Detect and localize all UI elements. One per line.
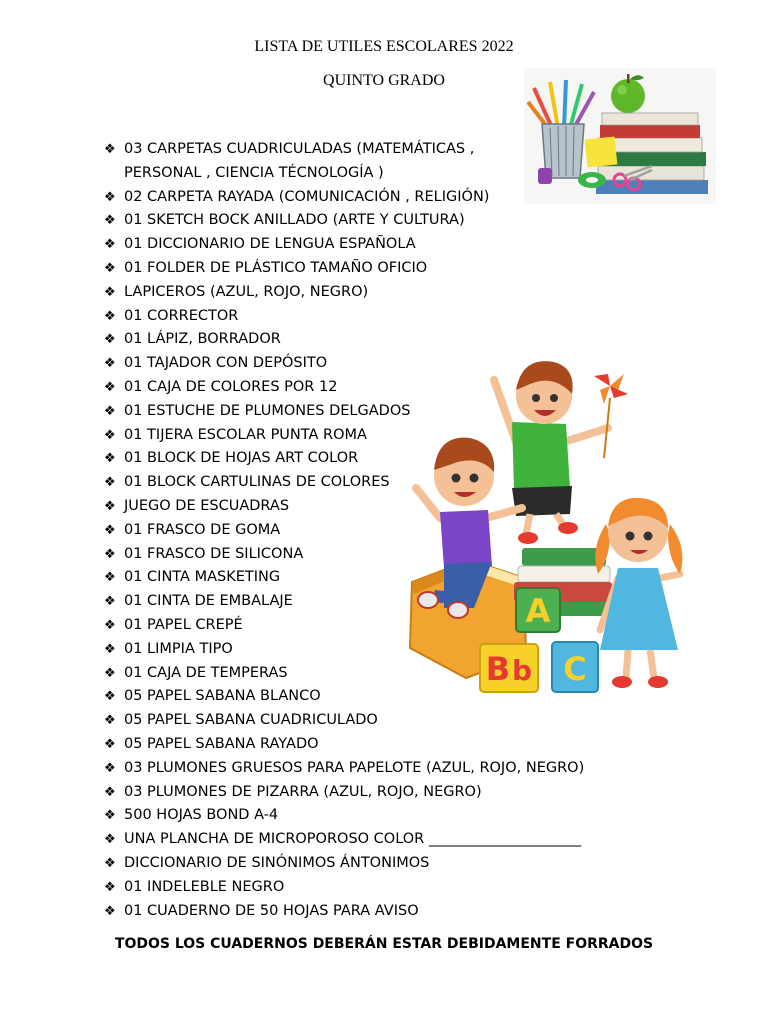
list-item-text: 01 PAPEL CREPÉ <box>124 616 243 633</box>
bullet-icon: ❖ <box>104 546 116 562</box>
block-letter-a: A <box>525 592 551 630</box>
list-item-text: 05 PAPEL SABANA RAYADO <box>124 735 319 752</box>
bullet-icon: ❖ <box>104 379 116 395</box>
bullet-icon: ❖ <box>104 594 116 610</box>
bullet-icon: ❖ <box>104 760 116 776</box>
list-item <box>104 876 584 900</box>
list-item-text: 03 PLUMONES GRUESOS PARA PAPELOTE (AZUL, ROJO, NEGRO) <box>124 759 585 776</box>
bullet-icon: ❖ <box>104 213 116 229</box>
list-item-text: 01 BLOCK CARTULINAS DE COLORES <box>124 474 390 491</box>
bullet-icon: ❖ <box>104 189 116 205</box>
bullet-icon: ❖ <box>104 522 116 538</box>
list-item-text: 01 TIJERA ESCOLAR PUNTA ROMA <box>124 426 367 443</box>
list-item-text: 03 CARPETAS CUADRICULADAS (MATEMÁTICAS , <box>124 141 475 157</box>
bullet-icon: ❖ <box>104 665 116 681</box>
bullet-icon: ❖ <box>104 498 116 514</box>
footer-note: TODOS LOS CUADERNOS DEBERÁN ESTAR DEBIDAMENTE FORRADOS <box>114 936 654 952</box>
bullet-icon: ❖ <box>104 260 116 276</box>
list-item-text: LAPICEROS (AZUL, ROJO, NEGRO) <box>124 283 369 300</box>
bullet-icon: ❖ <box>104 356 116 372</box>
list-item-text: 01 CAJA DE COLORES POR 12 <box>124 378 338 395</box>
list-item-text: 01 FRASCO DE SILICONA <box>124 545 304 562</box>
bullet-icon: ❖ <box>104 332 116 348</box>
list-item <box>104 733 584 757</box>
bullet-icon: ❖ <box>104 855 116 871</box>
list-item <box>104 852 584 876</box>
bullet-icon: ❖ <box>104 403 116 419</box>
bullet-icon: ❖ <box>104 784 116 800</box>
block-letter-c: C <box>563 650 587 688</box>
list-item-text: 01 CAJA DE TEMPERAS <box>124 664 288 681</box>
list-item <box>104 900 584 924</box>
list-item-text: 01 FRASCO DE GOMA <box>124 521 281 538</box>
list-item <box>104 186 584 210</box>
page-subtitle: QUINTO GRADO <box>323 72 445 89</box>
bullet-icon: ❖ <box>104 308 116 324</box>
list-item <box>104 209 584 233</box>
list-item-text: UNA PLANCHA DE MICROPOROSO COLOR _____________________ <box>124 831 582 848</box>
list-item-text: 01 LIMPIA TIPO <box>124 640 233 657</box>
bullet-icon: ❖ <box>104 879 116 895</box>
bullet-icon: ❖ <box>104 451 116 467</box>
list-item-text: 01 TAJADOR CON DEPÓSITO <box>124 355 328 372</box>
list-item-text: 01 CUADERNO DE 50 HOJAS PARA AVISO <box>124 902 419 919</box>
list-item <box>104 828 584 852</box>
list-item-text: 01 BLOCK DE HOJAS ART COLOR <box>124 450 359 467</box>
list-item <box>104 233 584 257</box>
bullet-icon: ❖ <box>104 237 116 253</box>
list-item-text: 02 CARPETA RAYADA (COMUNICACIÓN , RELIGIÓN) <box>124 188 490 205</box>
bullet-icon: ❖ <box>104 475 116 491</box>
page-title: LISTA DE UTILES ESCOLARES 2022 <box>254 38 514 55</box>
bullet-icon: ❖ <box>104 713 116 729</box>
list-item <box>104 757 584 781</box>
bullet-icon: ❖ <box>104 142 116 157</box>
bullet-icon: ❖ <box>104 736 116 752</box>
list-item-text: 01 LÁPIZ, BORRADOR <box>124 331 281 348</box>
list-item-text: 01 ESTUCHE DE PLUMONES DELGADOS <box>124 402 411 419</box>
list-item-text: 01 SKETCH BOCK ANILLADO (ARTE Y CULTURA) <box>124 212 465 229</box>
bullet-icon: ❖ <box>104 570 116 586</box>
list-item-text: 01 CINTA MASKETING <box>124 569 281 586</box>
list-item <box>104 781 584 805</box>
boy-green-figure <box>494 361 628 544</box>
list-item-text: 01 CORRECTOR <box>124 307 239 324</box>
block-letter-b-upper: B <box>485 650 511 688</box>
list-item <box>104 804 584 828</box>
list-item-text: 05 PAPEL SABANA CUADRICULADO <box>124 712 378 729</box>
bullet-icon: ❖ <box>104 808 116 824</box>
list-item-continuation: PERSONAL , CIENCIA TÉCNOLOGÍA ) <box>124 164 384 181</box>
bullet-icon: ❖ <box>104 903 116 919</box>
list-item <box>104 281 584 305</box>
list-item <box>104 305 584 329</box>
list-item-text: DICCIONARIO DE SINÓNIMOS ÁNTONIMOS <box>124 854 430 871</box>
bullet-icon: ❖ <box>104 641 116 657</box>
list-item-text: 01 INDELEBLE NEGRO <box>124 878 285 895</box>
list-item-text: 05 PAPEL SABANA BLANCO <box>124 688 321 705</box>
list-item <box>104 138 584 162</box>
list-item-text: 01 DICCIONARIO DE LENGUA ESPAÑOLA <box>124 236 416 253</box>
list-item-text: JUEGO DE ESCUADRAS <box>124 497 290 514</box>
children-illustration <box>404 338 694 696</box>
list-item-text: 500 HOJAS BOND A-4 <box>124 807 279 824</box>
bullet-icon: ❖ <box>104 689 116 705</box>
list-item-text: 03 PLUMONES DE PIZARRA (AZUL, ROJO, NEGRO) <box>124 783 482 800</box>
school-supplies-image <box>524 68 716 204</box>
list-item <box>104 709 584 733</box>
bullet-icon: ❖ <box>104 617 116 633</box>
list-item-text: 01 FOLDER DE PLÁSTICO TAMAÑO OFICIO <box>124 259 428 276</box>
bullet-icon: ❖ <box>104 284 116 300</box>
bullet-icon: ❖ <box>104 832 116 848</box>
list-item <box>104 257 584 281</box>
list-item-text: 01 CINTA DE EMBALAJE <box>124 593 293 610</box>
bullet-icon: ❖ <box>104 427 116 443</box>
block-letter-b-lower: b <box>511 654 533 687</box>
